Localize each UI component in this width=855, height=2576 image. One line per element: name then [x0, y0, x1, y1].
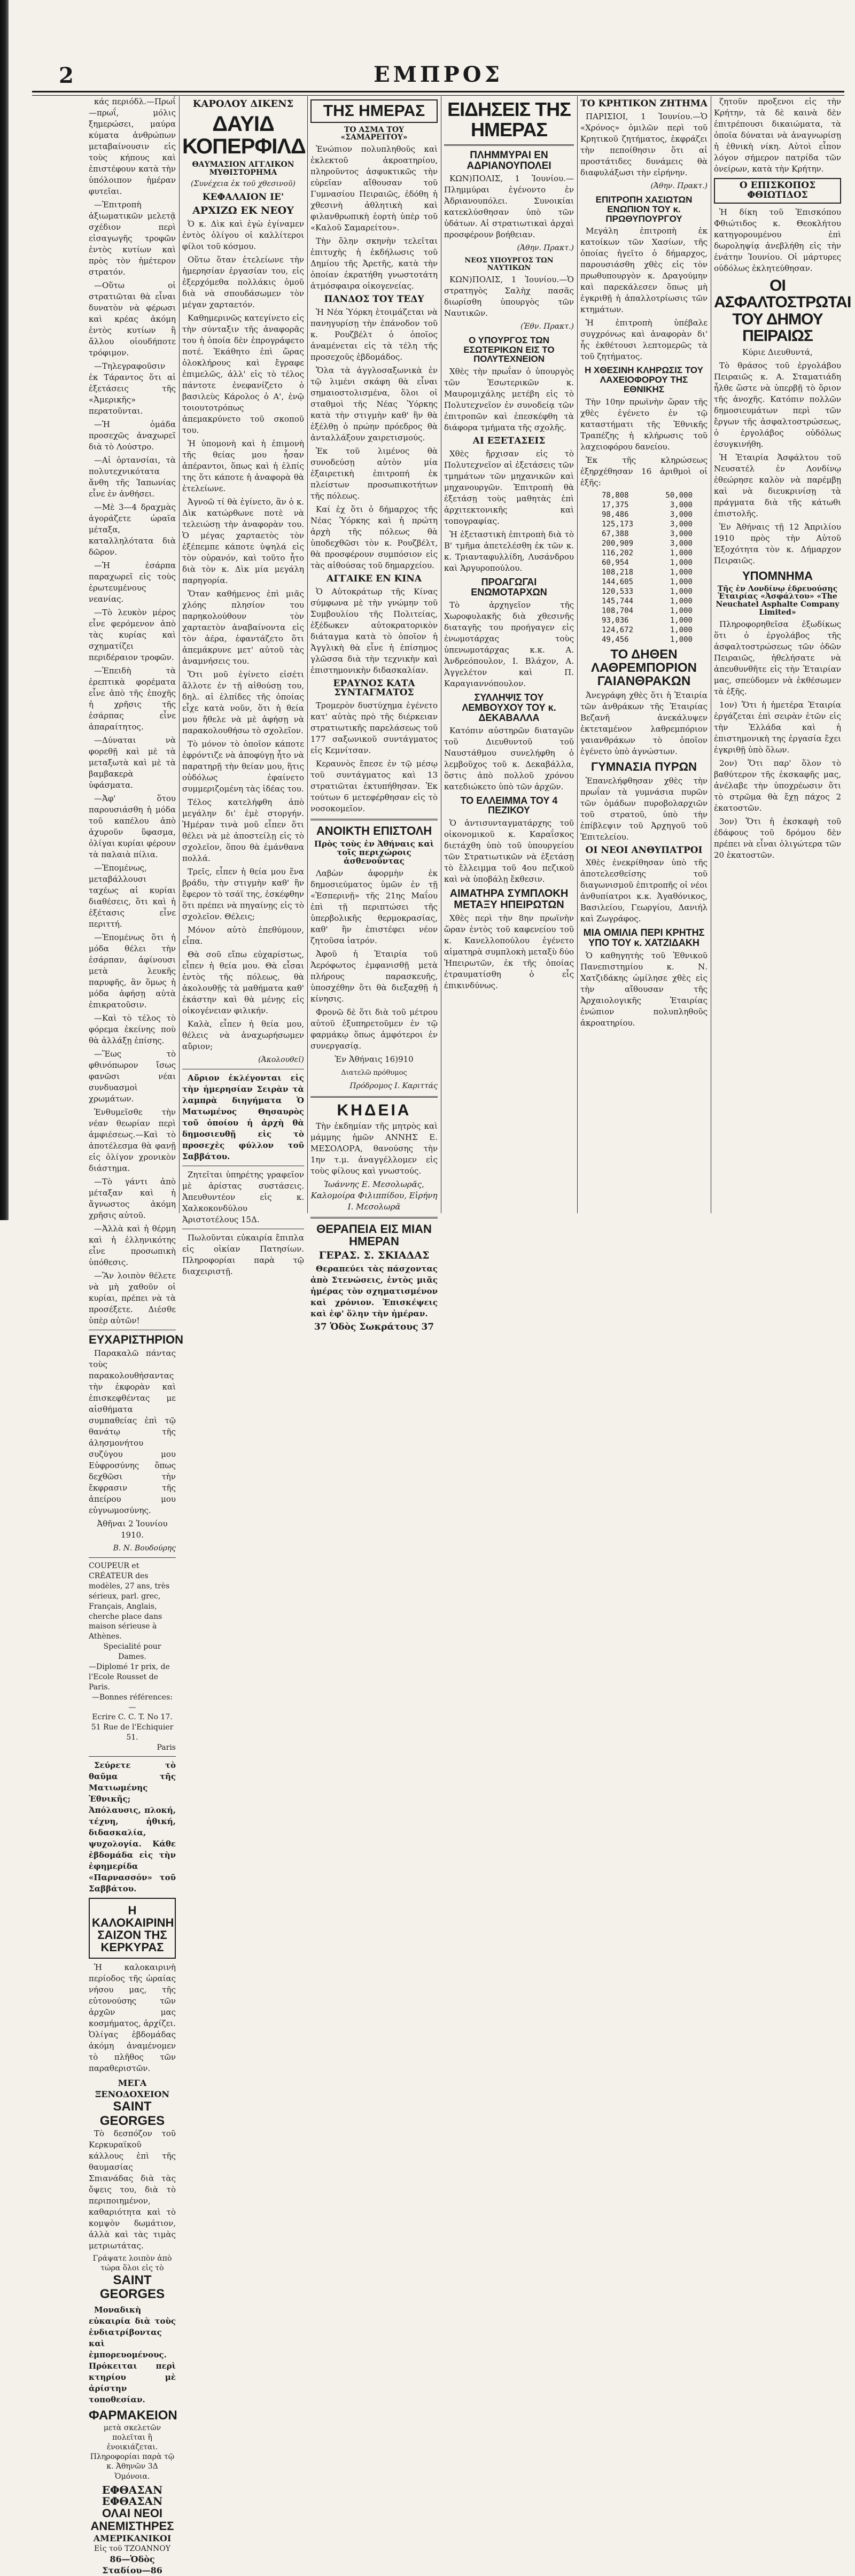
ad-line: COUPEUR et CRÉATEUR des modèles, 27 ans, très sérieux, parl. grec, Français, Anglais, cherche place dans maison sérieuse à Athènes.	[89, 1562, 170, 1641]
lottery-number: 67,388	[602, 529, 629, 538]
lottery-row	[602, 625, 693, 635]
lottery-row	[602, 577, 693, 587]
text-paragraph: Ὁ ἀντισυνταγματάρχης τοῦ οἰκονομικοῦ κ. Καραΐσκος διετάχθη ὑπὸ τοῦ ὑπουργείου τῶν Στρατιωτικῶν νὰ ἐξετάσῃ τὸ ἔλλειμμα τοῦ 4ου πεζικοῦ καὶ νὰ ὑποβάλῃ ἔκθεσιν.	[444, 818, 574, 884]
lottery-number: 124,672	[602, 625, 634, 634]
text-paragraph: ΠΑΡΙΣΙΟΙ, 1 Ἰουνίου.—Ὁ «Χρόνος» ὁμιλῶν περὶ τοῦ Κρητικοῦ ζητήματος, ἐκφράζει τὴν πεποίθησιν ὅτι αἱ προστάτιδες δυνάμεις θὰ διαφυλάξωσι τὴν εἰρήνην.	[580, 111, 708, 177]
lottery-prize: 3,000	[670, 529, 693, 538]
thanks-text: Παρακαλῶ πάντας τοὺς παρακολουθήσαντας τὴν ἐκφορὰν καὶ ἐπισκεφθέντας με αἰσθήματα συμπαθείας ἐπὶ τῷ θανάτῳ τῆς ἀλησμονήτου συζύγου μου Εὐφροσύνης ὅπως δεχθῶσι τὴν ἔκφρασιν τῆς ἀπείρου μου εὐγνωμοσύνης.	[89, 1348, 176, 1516]
lottery-prize: 50,000	[665, 491, 693, 500]
section-heading: ΠΑΝΔΟΣ ΤΟΥ ΤΕΔΥ	[324, 293, 424, 305]
therapy-heading: ΘΕΡΑΠΕΙΑ ΕΙΣ ΜΙΑΝ ΗΜΕΡΑΝ	[316, 1222, 432, 1248]
text-paragraph: Ὅτι μοῦ ἐγίνετο εἰσέτι ἄλλοτε ἐν τῇ αἰθούσῃ του, δηλ. αἱ ἐλπίδες τῆς ὁποίας εἶχε κατὰ νοῦν, ὅτι ἡ θεία μου ἤθελε νὰ μὲ ἀφήσῃ νὰ παρακολουθήσω τὸ σχολεῖον.	[182, 670, 304, 736]
text-paragraph: —Δύναται νὰ φορεθῇ καὶ μὲ τὰ μεταξωτὰ καὶ μὲ τὰ βαμβακερὰ ὑφάσματα.	[89, 735, 176, 790]
opportunity-text: Μοναδικὴ εὐκαιρία διὰ τοὺς ἐνδιατρίβοντας καὶ ἐμπορευομένους. Πρόκειται περὶ κτηρίου μὲ ἀρίστην τοποθεσίαν.	[89, 2305, 176, 2405]
text-paragraph: Ἐκ τοῦ λιμένος θὰ συνοδεύσῃ αὐτὸν μία ἐξαιρετικὴ ἐπιτροπή ἐκ πλείστων προσωπικοτήτων τῆς πόλεως.	[310, 446, 438, 501]
text-paragraph: Καί ἐχ ὅτι ὁ δήμαρχος τῆς Νέας Ὑόρκης καὶ ἡ πρώτη ἀρχὴ τῆς πόλεως θὰ ὑποδεχθῶσι τὸν κ. Ρουζβέλτ, θὰ προσφέρουν συμπόσιον εἰς τὰς αἰθούσας τοῦ δημαρχείου.	[310, 504, 438, 570]
text-paragraph: —Οὕτω οἱ στρατιῶται θὰ εἶναι δυνατὸν νὰ φέρωσι καὶ κρέας ἀκόμη ἐντὸς κυτίων ἢ ἄλλου οἱουδήποτε τρόφιμον.	[89, 281, 176, 358]
masthead-rule	[32, 91, 844, 96]
lottery-prize: 1,000	[670, 625, 693, 634]
text-paragraph: ζητοῦν προξενοι εἰς τὴν Κρήτην, τὰ δὲ καινὰ δὲν ἐπιτρέπουσι δικαιώματα, τὰ ὁποῖα δύναται νὰ ἀναγνωρίσῃ ἡ ἐθνικὴ νίκη. Αὐτοὶ εἶπον λόγον σήμερον πατρίδα τῶν ὀνείρων, κατὰ τὴν Κρήτην.	[714, 97, 841, 174]
lottery-number: 98,486	[602, 510, 629, 519]
text-paragraph: Χθὲς τὴν πρωΐαν ὁ ὑπουργὸς τῶν Ἐσωτερικῶν κ. Μαυρομιχάλης μετέβη εἰς τὸ Πολυτεχνεῖον ἐν συνοδείᾳ τῶν ἐπιτροπῶν καὶ ἐπεσκέφθη τὰ διάφορα τμήματα τῆς σχολῆς.	[444, 367, 574, 433]
lottery-row	[602, 635, 693, 645]
fans-subheading: ΑΜΕΡΙΚΑΝΙΚΟΙ	[93, 2533, 172, 2544]
text-paragraph: Ὁ καθηγητὴς τοῦ Ἐθνικοῦ Πανεπιστημίου κ. Ν. Χατζιδάκης ὡμίλησε χθὲς εἰς τὴν αἴθουσαν τῆς Ἀρχαιολογικῆς Ἑταιρίας ἐνώπιον πολυπληθοῦς ἀκροατηρίου.	[580, 951, 708, 1028]
ad-line: Specialité pour Dames.	[103, 1642, 161, 1662]
lottery-row	[602, 606, 693, 616]
lottery-intro: Ἐκ τῆς κληρώσεως ἐξηρχέθησαν 16 ἀριθμοὶ οἱ ἑξῆς:	[580, 455, 708, 487]
section-heading: ΤΟ ΚΡΗΤΙΚΟΝ ΖΗΤΗΜΑ	[580, 98, 708, 109]
lottery-row	[602, 587, 693, 596]
section-heading: ΑΙΜΑΤΗΡΑ ΣΥΜΠΛΟΚΗ ΜΕΤΑΞΥ ΗΠΕΙΡΩΤΩΝ	[449, 888, 569, 911]
serial-subtitle: ΘΑΥΜΑΣΙΟΝ ΑΓΓΛΙΚΟΝ ΜΥΘΙΣΤΟΡΗΜΑ	[192, 160, 294, 177]
section-heading: ΣΥΛΛΗΨΙΣ ΤΟΥ ΛΕΜΒΟΥΧΟΥ ΤΟΥ κ. ΔΕΚΑΒΑΛΛΑ	[462, 692, 556, 723]
text-paragraph: Οὕτω ὅταν ἐτελείωνε τὴν ἡμερησίαν ἐργασίαν του, εἰς ἐξερχόμεθα πολλάκις ὁμοῦ διὰ νὰ σπουδάσωμεν τὸν μέγαν χαρταετόν.	[182, 255, 304, 310]
text-paragraph: Καθημερινῶς κατεγίνετο εἰς τὴν σύνταξιν τῆς ἀναφορᾶς του ἡ ὁποία δὲν ἐπρογράφετο ποτέ. Ἐκάθητο ἐπὶ ὥρας ὁλοκλήρους καὶ ἔγραφε ἐπιμελῶς, ἀλλ' εἰς τὸ τέλος πάντοτε ἐνεφανίζετο ὁ βασιλεὺς Κάρολος ὁ Α', ἐνῷ τοιουτοτρόπως ἀπεμακρύνετο τοῦ σκοποῦ του.	[182, 313, 304, 436]
divider	[89, 1756, 176, 1757]
text-paragraph: Ἀφοῦ ἡ Ἑταιρία τοῦ Ἀερόφωτος ἐμφανισθῇ μετὰ πλήρους παρασκευῆς, ὑποσχέθην ὅτι θὰ διεξαχθῇ ἡ κίνησις.	[310, 949, 438, 1004]
fashion-notes	[89, 96, 176, 1326]
serial-title: ΔΑΥΙΔ ΚΟΠΕΡΦΙΛΔ	[182, 112, 306, 158]
news-source: (Ἐθν. Πρακτ.)	[520, 322, 574, 331]
funeral-names: Ἰωάννης Ε. Μεσολωρᾶς, Καλομοίρα Φιλιππίδου, Εἰρήνη Ι. Μεσολωρᾶ	[310, 1180, 438, 1212]
section-heading: ΕΡΑΥΝΟΣ ΚΑΤΑ ΣΥΝΤΑΓΜΑΤΟΣ	[333, 678, 415, 699]
text-paragraph: Ὁ κ. Δὶκ καὶ ἐγὼ ἐγίναμεν ἐντὸς ὀλίγου οἱ καλλίτεροι φίλοι τοῦ κόσμου.	[182, 219, 304, 252]
lottery-row	[602, 568, 693, 577]
text-paragraph: —Τηλεγραφοῦσιν ἐκ Τάραντος ὅτι αἱ ἐξετάσεις τῆς «Ἀμερικῆς» περατοῦνται.	[89, 361, 176, 416]
therapy-text: Θεραπεύει τὰς πάσχοντας ἀπὸ Στενώσεις, ἐντὸς μιᾶς ἡμέρας τὸν σχηματισμένον καὶ χρόνιον. Ἐπισκέψεις καὶ ἐφ' ὅλην τὴν ἡμέραν.	[310, 1264, 438, 1319]
text-paragraph: Ἡ ὑπομονὴ καὶ ἡ ἐπιμονὴ τῆς θείας μου ἦσαν ἀπέραντοι, ὅπως καὶ ἡ ἐλπίς της ὅτι κάποτε ἡ ἀναφορὰ θὰ ἐτελείωνε.	[182, 439, 304, 494]
summer-season-box	[89, 1898, 176, 1959]
text-paragraph: Ἀγνοῶ τί θὰ ἐγίνετο, ἂν ὁ κ. Δὶκ κατώρθωνε ποτὲ νὰ τελειώσῃ τὴν ἀναφορὰν του. Ὁ μέγας χαρταετὸς τὸν ἐξέπεμπε κάποτε ὑψηλά εἰς τὸν οὐρανόν, καὶ τοῦτο ἦτο διὰ τὸν κ. Δὶκ μία μεγάλη παρηγορία.	[182, 497, 304, 586]
letter-closing: Διατελῶ πρόθυμος	[341, 1068, 407, 1077]
text-paragraph: Τὴν ὅλην σκηνὴν τελεῖται ἐπιτυχὴς ἡ ἐκδήλωσις τοῦ Δημίου τῆς Ἀρετῆς, κατὰ τὴν ὁποίαν ἐκρατήθη γνωστοτάτη ἀτμόσφαιρα οἰκογενείας.	[310, 236, 438, 291]
section-heading: ΤΟ ΕΛΛΕΙΜΜΑ ΤΟΥ 4 ΠΕΖΙΚΟΥ	[460, 795, 558, 816]
lottery-prize: 1,000	[670, 606, 693, 615]
text-paragraph: Μόνον αὐτὸ ἐπεθύμουν, εἶπα.	[182, 925, 304, 946]
hotel-heading: ΜΕΓΑ ΞΕΝΟΔΟΧΕΙΟΝ	[95, 2078, 170, 2100]
lottery-row	[602, 491, 693, 500]
ad-line: Ecrire C. C. T. No 17.	[92, 1713, 173, 1722]
lottery-prize: 3,000	[670, 510, 693, 519]
section-heading: ΜΙΑ ΟΜΙΛΙΑ ΠΕΡΙ ΚΡΗΤΗΣ ΥΠΟ ΤΟΥ κ. ΧΑΤΖΙΔΑΚΗ	[583, 927, 705, 949]
text-paragraph: Φρονῶ δὲ ὅτι διὰ τοῦ μέτρου αὐτοῦ ἐξυπηρετοῦμεν ἐν τῷ φαρμάκῳ ὅπως ἀμφότεροι ἐν συνεργασίᾳ.	[310, 1007, 438, 1051]
pharmacy-text: μετὰ σκελετῶν πολεῖται ἢ ἐνοικιάζεται. Πληροφορίαι παρὰ τῷ κ. Ἀθηνῶν 3Δ Ὁμόνοια.	[90, 2423, 175, 2481]
text-paragraph: Κατόπιν αὐστηρῶν διαταγῶν τοῦ Διευθυντοῦ τοῦ Ναυστάθμου συνελήφθη ὁ λεμβοῦχος τοῦ κ. Δεκαβάλλα, ὅστις ἀπὸ πολλοῦ χρόνου κατεδιώκετο ὑπὸ τῶν ἀρχῶν.	[444, 725, 574, 792]
fans-address: 86—Ὁδὸς Σταδίου—86	[102, 2554, 162, 2576]
thanks-signature: Β. Ν. Βουδούρης	[113, 1544, 176, 1553]
fans-heading: ΟΛΑΙ ΝΕΟΙ ΑΝΕΜΙΣΤΗΡΕΣ	[90, 2506, 174, 2533]
divider	[444, 144, 574, 146]
text-paragraph: —Ἐπιτροπὴ ἀξιωματικῶν μελετᾷ σχέδιον περὶ εἰσαγωγῆς τροφῶν ἐντὸς κυτίων καὶ πρὸς τὸν ἡμέτερον στρατόν.	[89, 200, 176, 277]
text-paragraph: —Καὶ τὸ τέλος τὸ φόρεμα ἐκείνης ποὺ θὰ ἀλλάξῃ ἐπίσης.	[89, 1013, 176, 1045]
text-paragraph: —Ἐπειδὴ τὰ ἐρεπτικὰ φορέματα εἶνε ἀπὸ τῆς ἐποχῆς ἡ χρῆσις τῆς ἐσάρπας εἶνε ἀπαραίτητος.	[89, 666, 176, 732]
lottery-row	[602, 539, 693, 548]
text-paragraph: Τρεῖς, εἶπεν ἡ θεία μου ἕνα βράδυ, τὴν στιγμὴν καθ' ἣν ἔφερον τὸ τσάϊ της, ἐσκέφθην ὅτι πρέπει νὰ πηγαίνῃς εἰς τὸ σχολεῖον. Θέλεις;	[182, 867, 304, 922]
section-heading: ΑΙ ΕΞΕΤΑΣΕΙΣ	[472, 436, 546, 447]
text-paragraph: Τὸ μόνον τὸ ὁποῖον κάποτε ἐφρόντιζε νὰ ἀποφύγῃ ἦτο νὰ παρατηρῇ τὴν θείαν μου, ἥτις οὐδόλως ἐφαίνετο συμμεριζομένη τὰς ἰδέας του.	[182, 739, 304, 794]
pharmacy-ad	[89, 2409, 176, 2481]
lottery-number: 144,605	[602, 577, 634, 586]
chapter-number: ΚΕΦΑΛΑΙΟΝ ΙΕ'	[202, 192, 284, 203]
news-source: (Ἀθην. Πρακτ.)	[650, 181, 708, 190]
text-paragraph: Τρομερὸν δυστύχημα ἐγένετο κατ' αὐτὰς πρὸ τῆς διέρκειαν στρατιωτικῆς παρελάσεως τοῦ 177 σαξωνικοῦ συντάγματος εἰς Κεμνίτσαν.	[310, 701, 438, 756]
column-5	[577, 96, 711, 1213]
text-paragraph: —Αἱ ὀρτανσίαι, τὰ πολυτεχνικότατα ἄνθη τῆς Ἰαπωνίας εἶνε ἐν ἀνθήσει.	[89, 455, 176, 499]
lottery-number: 108,218	[602, 568, 634, 577]
text-paragraph: Τὸ ἀρχηγεῖον τῆς Χωροφυλακῆς διὰ χθεσινῆς διαταγῆς του προήγαγεν εἰς ἐνωμοτάρχας τοὺς ὑπενωμοτάρχας κ.κ. Α. Ἀνδρεόπουλον, Ι. Βλάχον, Α. Ἀγγελέτον καὶ Π. Καραγιαννόπουλον.	[444, 600, 574, 688]
text-paragraph: Ἐν Ἀθήναις τῇ 12 Ἀπριλίου 1910 πρὸς τὴν Αὐτοῦ Ἐξοχότητα τὸν κ. Δήμαρχον Πειραιῶς.	[714, 522, 841, 565]
text-paragraph: Χθὲς ἤρχισαν εἰς τὸ Πολυτεχνεῖον αἱ ἐξετάσεις τῶν τμημάτων τῶν μηχανικῶν καὶ μηχανουργῶν. Ἐπιτροπὴ θὰ ἐξετάσῃ τοὺς μαθητὰς ἐπὶ ἀρχιτεκτονικῆς καὶ τοπογραφίας.	[444, 449, 574, 526]
lottery-number: 116,202	[602, 548, 634, 557]
text-paragraph: Ἡ Ἐταιρία Ἀσφάλτου τοῦ Νευσατέλ ἐν Λονδίνῳ ἐθεώρησε καλὸν νὰ παρέμβῃ καὶ νὰ διευκρινίσῃ τὰ πράγματα διὰ τῆς κάτωθι ἐπιστολῆς.	[714, 452, 841, 518]
text-paragraph: Ὅλα τὰ ἀγγλοσαξωνικὰ ἐν τῷ λιμένι σκάφη θὰ εἶναι σημαιοστολισμένα, ὅλοι οἱ σταθμοὶ τῆς Νέας Ὑόρκης κατὰ τὴν στιγμὴν καθ' ἣν θὰ ἐξέλθῃ ὁ πρώην πρόεδρος θὰ ἀνταλλάξουν χαιρετισμούς.	[310, 365, 438, 443]
text-paragraph: ΚΩΝ)ΠΟΛΙΣ, 1 Ἰουνίου.—Ὁ στρατηγὸς Σαλὴχ πασᾶς διωρίσθη ὑπουργὸς τῶν Ναυτικῶν.	[444, 274, 574, 318]
text-paragraph: —Ἐπομένως ὅτι ἡ μόδα θέλει τὴν ἐσάρπαν, ἀφίνουσι μετὰ λευκῆς παρυφῆς, ἂν ὅμως ἡ μόδα ἀφήσῃ αὐτὰ ἐπικρατοῦσιν.	[89, 933, 176, 1010]
text-paragraph: —Ἀφ' ὅτου παρουσιάσθη ἡ μόδα τοῦ καπέλου ἀπὸ ἀχυροῦν ὕφασμα, ὀλίγαι κυρίαι φέρουν τὰ παλαιὰ πίλια.	[89, 794, 176, 859]
lottery-prize: 1,000	[670, 587, 693, 596]
text-paragraph: 1ον) Ὅτι ἡ ἡμετέρα Ἑταιρία ἐργάζεται ἐπὶ σειρὰν ἐτῶν εἰς τὴν Ἑλλάδα καὶ ἡ ἐπιστημονικὴ της ἐργασία ἔχει ἐγκριθῇ ὑπὸ ὅλων.	[714, 700, 841, 755]
lottery-row	[602, 500, 693, 510]
section-heading: Ο ΥΠΟΥΡΓΟΣ ΤΩΝ ΕΣΩΤΕΡΙΚΩΝ ΕΙΣ ΤΟ ΠΟΛΥΤΕΧΝΕΙΟΝ	[463, 335, 555, 364]
text-paragraph: Μεγάλη ἐπιτροπὴ ἐκ κατοίκων τῶν Χασίων, τῆς ὁποίας ἡγεῖτο ὁ δήμαρχος, παρουσιάσθη χθὲς εἰς τὸν πρωθυπουργὸν κ. Δραγούμην καὶ παρεκάλεσεν ὅπως μὴ ἐγκριθῇ ἡ ἀπαλλοτρίωσις τῶν κτημάτων.	[580, 226, 708, 315]
section-heading: ΕΠΙΤΡΟΠΗ ΧΑΣΙΩΤΩΝ ΕΝΩΠΙΟΝ ΤΟΥ κ. ΠΡΩΘΥΠΟΥΡΓΟΥ	[595, 194, 693, 224]
lottery-number: 17,375	[602, 500, 629, 509]
hotel-name: SAINT GEORGES	[99, 2272, 165, 2301]
lottery-row	[602, 519, 693, 529]
memo-heading: ΥΠΟΜΝΗΜΑ	[742, 569, 813, 583]
lottery-row	[602, 596, 693, 606]
lottery-number: 145,744	[602, 596, 634, 606]
fans-arrived: ΕΦΘΑΣΑΝ ΕΦΘΑΣΑΝ	[102, 2483, 163, 2508]
today-heading: ΤΗΣ ΗΜΕΡΑΣ	[323, 102, 425, 120]
column-3	[307, 96, 441, 1333]
text-paragraph: Ἡ ἐπιτροπὴ ὑπέβαλε συγχρόνως καὶ ἀναφορὰν δι' ἧς ἐκθέτουσι λεπτομερῶς τὰ τοῦ ζητήματος.	[580, 318, 708, 362]
memo-subheading: Τῆς ἐν Λονδίνῳ ἑδρευούσης Ἑταιρίας «Ἀσφάλτου» «The Neuchatel Asphalte Company Limited»	[716, 584, 840, 617]
news-heading: ΕΙΔΗΣΕΙΣ ΤΗΣ ΗΜΕΡΑΣ	[447, 98, 571, 141]
divider	[310, 819, 438, 820]
sale-ad: Πωλοῦνται εὐκαιρία ἔπιπλα εἰς οἰκίαν Πατησίων. Πληροφορίαι παρὰ τῷ διαχειριστῇ.	[182, 1233, 304, 1277]
section-heading: ΤΟ ΑΣΜΑ ΤΟΥ «ΣΑΜΑΡΕΙΤΟΥ»	[340, 125, 408, 142]
text-paragraph: Ἀνεγράφη χθὲς ὅτι ἡ Ἐταιρία τῶν ἀνθράκων τῆς Ἐταιρίας Βεζανῆ ἀνεκάλυψεν ἐκτεταμένον λαθρεμπόριον γαιανθράκων τὸ ὁποῖον ἐγένετο ὑπὸ ἀγνώστων.	[580, 690, 708, 757]
summer-heading: Η ΚΑΛΟΚΑΙΡΙΝΗ ΣΑΙΖΟΝ ΤΗΣ ΚΕΡΚΥΡΑΣ	[92, 1904, 174, 1954]
text-paragraph: Τὸ θράσος τοῦ ἐργολάβου Πειραιῶς κ. Α. Σταματιάδη ἦλθε ὥστε νὰ ὑπερβῇ τὸ ὅριον τῆς ἀνοχῆς. Κατόπιν πολλῶν δημοσιευμάτων περὶ τῶν ἔργων τῆς ἀσφαλτοστρώσεως, ὁ ἐργολάβος οὐδόλως ἐσυγκινήθη.	[714, 360, 841, 449]
bishop-box	[714, 178, 841, 204]
lottery-number: 49,456	[602, 635, 629, 644]
hotel-footer: Γράψατε λοιπὸν ἀπὸ τώρα ὅλοι εἰς τὸ	[92, 2254, 172, 2273]
lottery-number: 125,173	[602, 519, 634, 529]
thanks-date: Ἀθῆναι 2 Ἰουνίου 1910.	[97, 1519, 168, 1540]
text-paragraph: Ἡ Νέα Ὑόρκη ἑτοιμάζεται νὰ πανηγυρίσῃ τὴν ἐπάνοδον τοῦ κ. Ρουζβέλτ ὁ ὁποῖος ἀναμένεται εἰς τὰ τέλη τῆς προσεχοῦς ἑβδομάδος.	[310, 307, 438, 362]
hotel-ad	[89, 2077, 176, 2301]
text-paragraph: ΚΩΝ)ΠΟΛΙΣ, 1 Ἰουνίου.—Πλημμύραι ἐγένοντο ἐν Ἀδριανουπόλει. Συνοικίαι κατεκλύσθησαν ὑπὸ τῶν ὑδάτων. Αἱ στρατιωτικαὶ ἀρχαὶ προσφέρουν βοήθειαν.	[444, 174, 574, 240]
page-number: 2	[59, 63, 74, 88]
lottery-prize: 1,000	[670, 568, 693, 577]
lottery-number: 200,909	[602, 539, 634, 548]
therapy-address: 37 Ὁδὸς Σωκράτους 37	[314, 1322, 434, 1333]
text-paragraph: Ἐπανελήφθησαν χθὲς τὴν πρωΐαν τὰ γυμνάσια πυρῶν τῶν ὁμάδων πυροβολαρχιῶν τοῦ στρατοῦ, ὑπὸ τὴν ἐπίβλεψιν τοῦ Ἀρχηγοῦ τοῦ Ἐπιτελείου.	[580, 775, 708, 842]
divider	[310, 1217, 438, 1219]
column-6	[711, 96, 851, 1213]
chapter-title: ΑΡΧΙΖΩ ΕΚ ΝΕΟΥ	[192, 205, 294, 217]
lottery-results	[602, 491, 708, 645]
wanted-ad: Ζητεῖται ὑπηρέτης γραφεῖον μὲ ἀρίστας συστάσεις. Ἀπευθυντέον εἰς κ. Χαλκοκονδύλου Ἀριστοτέλους 15Δ.	[182, 1170, 304, 1225]
text-paragraph: —Ἕως τὸ φθινόπωρον ἴσως φανῶσι νέαι συνδυασμοὶ χρωμάτων.	[89, 1049, 176, 1104]
section-heading: ΠΡΟΑΓΩΓΑΙ ΕΝΩΜΟΤΑΡΧΩΝ	[471, 577, 547, 598]
text-paragraph: —Τὸ γάντι ἀπὸ μέταξαν καὶ ἡ ἄγνωστος ἀκόμη χρῆσις αὐτοῦ.	[89, 1177, 176, 1220]
text-paragraph: —Ἡ ἐσάρπα παραχωρεῖ εἰς τοὺς ἐρωτευμένους νεανίας.	[89, 561, 176, 604]
newspaper-title: ΕΜΠΡΟΣ	[374, 62, 503, 87]
text-paragraph: Ἡ δίκη τοῦ Ἐπισκόπου Φθιώτιδος κ. Θεοκλήτου κατηγορουμένου ἐπὶ δωροληψίᾳ ἀνεβλήθη εἰς τὴν ἐνάτην Ἰουνίου. Οἱ μάρτυρες οὐδόλως ἐκλητεύθησαν.	[714, 207, 841, 273]
lottery-number: 78,808	[602, 491, 629, 500]
text-paragraph: Θὰ σοῦ εἴπω εὐχαρίστως, εἶπεν ἡ θεία μου. Θὰ εἶσαι ἐντὸς τῆς πόλεως, θὰ ἀκολουθῇς τὰ μαθήματα καθ' ἑκάστην καὶ θὰ μένῃς εἰς οἰκογένειαν φιλικήν.	[182, 950, 304, 1016]
text-paragraph: Ὅταν καθήμενος ἐπὶ μιᾶς χλόης πλησίον του παρηκολούθουν τὸν χαρταετὸν ἀναβαίνοντα εἰς τὸν ἀέρα, ἐφαντάζετο ὅτι ἀπεμάκρυνε μετ' αὐτοῦ τὰς ἀναμνήσεις του.	[182, 589, 304, 666]
text-paragraph: Ὁ Αὐτοκράτωρ τῆς Κίνας σύμφωνα μὲ τὴν γνώμην τοῦ Συμβουλίου τῆς Πολιτείας, ἐξέδωκεν αὐτοκρατορικὸν διάταγμα κατὰ τὸ ὁποῖον ἡ Ἀγγλικὴ θὰ εἶνε ἡ ἐπίσημος γλῶσσα διὰ τὴν τεχνικὴν καὶ ἐπιστημονικὴν διδασκαλίαν.	[310, 586, 438, 675]
today-banner	[310, 99, 438, 123]
divider	[89, 1557, 176, 1558]
fans-ad	[89, 2485, 176, 2576]
lottery-number: 93,036	[602, 616, 629, 625]
section-heading: ΟΙ ΝΕΟΙ ΑΝΘΥΠΑΤΡΟΙ	[585, 844, 703, 856]
text-paragraph: κάς περιόδλ.—Πρωΐ—πρωΐ, μόλις ξημερώσει, μαύρα κύματα ἀνθρώπων μεταβαίνουσιν εἰς τοὺς κήπους καὶ ἐπιστέφουν κατὰ τὴν ὑπόλοιπον ἡμέραν φυτεῖαι.	[89, 97, 176, 196]
text-paragraph: Ἐνθυμεῖσθε τὴν νέαν θεωρίαν περὶ ἀμφιέσεως.—Καὶ τὸ ἀποτέλεσμα θὰ φανῇ εἰς ὀλίγον χρονικὸν διάστημα.	[89, 1107, 176, 1173]
letter-date: Ἐν Ἀθήναις 16)910	[335, 1054, 414, 1064]
divider	[310, 1096, 438, 1098]
letter-signature: Πρόδρομος Ι. Καριττάς	[349, 1081, 438, 1090]
text-paragraph: Καλὰ, εἶπεν ἡ θεία μου, θέλεις νὰ ἀναχωρήσωμεν αὔριον;	[182, 1019, 304, 1052]
open-letter-subheading: Πρὸς τοὺς ἐν Ἀθήναις καὶ τοῖς περιχώροις ἀσθενοῦντας	[314, 839, 434, 866]
text-paragraph: Τέλος κατελήφθη ἀπὸ μεγάλην δι' ἐμὲ στοργήν. Ἡμέραν τινὰ μοῦ εἶπεν ὅτι θέλει νὰ μὲ ἀποστείλῃ εἰς τὸ σχολεῖον, ὅπου θὰ ἐμάνθανα πολλά.	[182, 797, 304, 864]
column-4	[441, 96, 577, 1213]
text-paragraph: Ἡ ἐξεταστικὴ ἐπιτροπὴ διὰ τὸ Β' τμῆμα ἀπετελέσθη ἐκ τῶν κ. κ. Τριανταφυλλίδη, Λυσάνδρου καὶ Ἀργυροπούλου.	[444, 530, 574, 573]
lottery-number: 60,954	[602, 558, 629, 567]
text-paragraph: Χθὲς περὶ τὴν 8ην πρωϊνὴν ὥραν ἐντὸς τοῦ καφενείου τοῦ κ. Κανελλοπούλου ἐγένετο αἱματηρὰ συμπλοκὴ μεταξὺ δύο Ἠπειρωτῶν, ἐκ τῆς ὁποίας ἐτραυματίσθη ὁ εἷς ἐπικινδύνως.	[444, 913, 574, 991]
column-2	[179, 96, 307, 1277]
lottery-prize: 3,000	[670, 500, 693, 509]
asphalt-heading: ΟΙ ΑΣΦΑΛΤΟΣΤΡΩΤΑΙ ΤΟΥ ΔΗΜΟΥ ΠΕΙΡΑΙΩΣ	[714, 276, 851, 345]
text-paragraph: Λαβὼν ἀφορμὴν ἐκ δημοσιεύματος ὑμῶν ἐν τῇ «Ἑσπερινῇ» τῆς 21ης Μαΐου ἐπὶ τῇ περιπτώσει τῆς ὑπερβολικῆς θερμοκρασίας, καθ' ἣν ἐπιστέφει νέον ζητοῦσα ἰατρόν.	[310, 868, 438, 945]
page-binding-edge	[0, 0, 9, 1220]
lottery-row	[602, 529, 693, 539]
open-letter-heading: ΑΝΟΙΚΤΗ ΕΠΙΣΤΟΛΗ	[316, 824, 432, 838]
ad-line: —Bonnes références:—	[91, 1693, 173, 1712]
section-heading: Ο ΕΠΙΣΚΟΠΟΣ ΦΘΙΩΤΙΔΟΣ	[739, 180, 816, 200]
lottery-prize: 1,000	[670, 577, 693, 586]
text-paragraph: —Ἐπομένως, μεταβάλλουσι ταχέως αἱ κυρίαι διαθέσεις, ὅτι καὶ ἡ ἐξέτασις εἶνε περιττή.	[89, 863, 176, 929]
fans-store: Εἰς τοῦ ΤΖΟΑΝΝΟΥ	[94, 2544, 170, 2554]
serial-author: ΚΑΡΟΛΟΥ ΔΙΚΕΝΣ	[192, 98, 294, 110]
therapy-doctor: ΓΕΡΑΣ. Σ. ΣΚΙΑΔΑΣ	[318, 1250, 430, 1262]
text-paragraph: Τὴν 10ην πρωϊνὴν ὥραν τῆς χθὲς ἐγένετο ἐν τῷ καταστήματι τῆς Ἐθνικῆς Τραπέζης ἡ κλήρωσις τοῦ λαχειοφόρου δανείου.	[580, 397, 708, 452]
lottery-prize: 1,000	[670, 558, 693, 567]
text-paragraph: —Ἡ ὁμάδα προσεχῶς ἀναχωρεῖ διὰ τὸ Λούστρο.	[89, 420, 176, 452]
text-paragraph: Ἐνώπιον πολυπληθοῦς καὶ ἐκλεκτοῦ ἀκροατηρίου, πληροῦντος ἀσφυκτικῶς τὴν εὐρεῖαν αἴθουσαν τοῦ Γυμνασίου Πειραιῶς, ἐδόθη ἡ χθεσινὴ ἀθλητικὴ καὶ φιλανθρωπικὴ ἑορτὴ ὑπὲρ τοῦ «Καλοῦ Σαμαρείτου».	[310, 144, 438, 232]
lottery-row	[602, 510, 693, 519]
couture-ad	[89, 1561, 176, 1753]
column-1	[86, 96, 184, 2576]
news-source: (Ἀθην. Πρακτ.)	[517, 244, 574, 253]
text-paragraph: —Ἂν λοιπὸν θέλετε νὰ μὴ χαθοῦν οἱ κυρίαι, πρέπει νὰ τὰ προσέξετε. Διέσθε ὑπὲρ αὐτῶν!	[89, 1271, 176, 1325]
thanks-heading: ΕΥΧΑΡΙΣΤΗΡΙΟΝ	[89, 1333, 184, 1346]
hotel-name: SAINT GEORGES	[99, 2099, 165, 2128]
lottery-prize: 3,000	[670, 539, 693, 548]
lottery-prize: 1,000	[670, 616, 693, 625]
serial-continued: (Ἀκολουθεῖ)	[258, 1056, 304, 1065]
lottery-row	[602, 616, 693, 625]
section-heading: ΑΓΓΑΙΚΕ ΕΝ ΚΙΝΑ	[327, 573, 422, 584]
hotel-text: Τὸ δεσπόζον τοῦ Κερκυραϊκοῦ κάλλους ἐπὶ τῆς θαυμασίας Σπιανάδας διὰ τὰς ὄψεις του, διὰ τὸ περιποιημένον, καθαριότητα καὶ τὸ κομψὸν δωμάτιον, ἀλλὰ καὶ τὰς τιμὰς μετριωτάτας.	[89, 2129, 176, 2251]
lottery-number: 108,704	[602, 606, 634, 615]
section-heading: ΝΕΟΣ ΥΠΟΥΡΓΟΣ ΤΩΝ ΝΑΥΤΙΚΩΝ	[464, 257, 554, 273]
text-paragraph: Χθὲς ἐνεκρίθησαν ὑπὸ τῆς ἀποτελεσθείσης τοῦ διαγωνισμοῦ ἐπιτροπῆς οἱ νέοι ἀνθυπίατροι κ.κ. Ἀγαθόνικος, Βασιλείου, Γεωργίου, Δανιήλ καὶ Ζωγράφος.	[580, 858, 708, 924]
lottery-row	[602, 558, 693, 568]
text-paragraph: 2ον) Ὅτι παρ' ὅλον τὸ βαθύτερον τῆς ἐκσκαφῆς μας, ἀνέλαβε τὴν ὑποχρέωσιν ὅτι τὸ στρῶμα θὰ ἔχῃ πάχος 2 ἑκατοστῶν.	[714, 758, 841, 813]
section-heading: ΠΛΗΜΜΥΡΑΙ ΕΝ ΑΔΡΙΑΝΟΥΠΟΛΕΙ	[467, 149, 551, 172]
summer-text: Ἡ καλοκαιρινὴ περίοδος τῆς ὡραίας νήσου μας, τῆς εὐτονούσης τῶν ἀρχῶν μας κοσμήματος, ἀρχίζει. Ὀλίγας ἑβδομάδας ἀκόμη ἀναμένομεν τὸ πλῆθος τῶν παραθεριστῶν.	[89, 1962, 176, 2074]
section-heading: ΤΟ ΔΗΘΕΝ ΛΑΘΡΕΜΠΟΡΙΟΝ ΓΑΙΑΝΘΡΑΚΩΝ	[590, 647, 697, 689]
serial-note: (Συνέχεια ἐκ τοῦ χθεσινοῦ)	[191, 180, 296, 189]
text-paragraph: 3ον) Ὅτι ἡ ἐκσκαφὴ τοῦ ἐδάφους τοῦ δρόμου δὲν πρέπει νὰ εἶναι ὀλιγώτερα τῶν 20 ἑκατοστῶν.	[714, 816, 841, 860]
lottery-prize: 1,000	[670, 548, 693, 557]
funeral-heading: ΚΗΔΕΙΑ	[337, 1101, 411, 1119]
section-heading: Η ΧΘΕΣΙΝΗ ΚΛΗΡΩΣΙΣ ΤΟΥ ΛΑΧΕΙΟΦΟΡΟΥ ΤΗΣ ΕΘΝΙΚΗΣ	[585, 365, 703, 395]
wonders-promo: Σεύρετε τὸ θαῦμα τῆς Ματιωμένης Ἐθνικῆς; Ἀπόλαυσις, πλοκή, τέχνη, ἡθική, διδασκαλία, ψυχολογία. Κάθε ἐβδομάδα εἰς τὴν ἐφημερίδα «Παρνασσόν» τοῦ Σαββάτου.	[89, 1760, 176, 1894]
lottery-row	[602, 548, 693, 558]
section-heading: ΓΥΜΝΑΣΙΑ ΠΥΡΩΝ	[590, 760, 697, 774]
lottery-number: 120,533	[602, 587, 634, 596]
lottery-prize: 1,000	[670, 635, 693, 644]
lottery-prize: 1,000	[670, 596, 693, 606]
ad-line: Paris	[157, 1743, 176, 1752]
pharmacy-heading: ΦΑΡΜΑΚΕΙΟΝ	[89, 2408, 177, 2423]
text-paragraph: —Τὸ λευκὸν μέρος εἶνε φερόμενον ἀπὸ τὰς κυρίας καὶ σχηματίζει περιδέραιον τροφῶν.	[89, 608, 176, 662]
serial-promo: Αὔριον ἐκλέγονται εἰς τὴν ἡμερησίαν Σειρὰν τὰ λαμπρὰ διηγήματα Ὁ Ματωμένος Θησαυρὸς τοῦ ὁποίου ἡ ἀρχὴ θὰ δημοσιευθῇ εἰς τὸ προσεχὲς φύλλον τοῦ Σαββάτου.	[182, 1073, 304, 1162]
letter-salutation: Κύριε Διευθυντά,	[742, 347, 813, 357]
text-paragraph: —Ἀλλὰ καὶ ἡ θέρμη καὶ ἡ ἐλληνικότης εἶνε προσωπικὴ ὑπόθεσις.	[89, 1224, 176, 1267]
text-paragraph: Πληροφορηθεῖσα ἐξωδίκως ὅτι ὁ ἐργολάβος τῆς ἀσφαλτοστρώσεως τῶν ὁδῶν Πειραιῶς, ἠθελήσατε νὰ ἀπευθυνθῆτε εἰς τὴν Ἑταιρίαν μας, σπεύδομεν νὰ ἐκθέσωμεν τὰ ἑξῆς.	[714, 619, 841, 696]
ad-line: —Diplomé 1r prix, de l'Ecole Rousset de Paris.	[89, 1663, 170, 1692]
masthead	[32, 59, 844, 91]
text-paragraph: —Μὲ 3—4 δραχμὰς ἀγοράζετε ὡραῖα μέταξα, καταλληλότατα διὰ δῶρον.	[89, 502, 176, 557]
ad-line: 51 Rue de l'Echiquier 51.	[91, 1723, 174, 1742]
text-paragraph: Κεραυνὸς ἔπεσε ἐν τῷ μέσῳ τοῦ συντάγματος καὶ 13 στρατιῶται ἐκτυπήθησαν. Ἐκ τούτων 6 μετεφέρθησαν εἰς τὸ νοσοκομεῖον.	[310, 759, 438, 814]
lottery-prize: 3,000	[670, 519, 693, 529]
funeral-text: Τὴν ἐκδημίαν τῆς μητρὸς καὶ μάμμης ἡμῶν ΑΝΝΗΣ Ε. ΜΕΣΟΛΟΡΑ, θανούσης τὴν 1ην τ.μ. ἀναγγέλλομεν εἰς τοὺς φίλους καὶ γνωστούς.	[310, 1121, 438, 1176]
